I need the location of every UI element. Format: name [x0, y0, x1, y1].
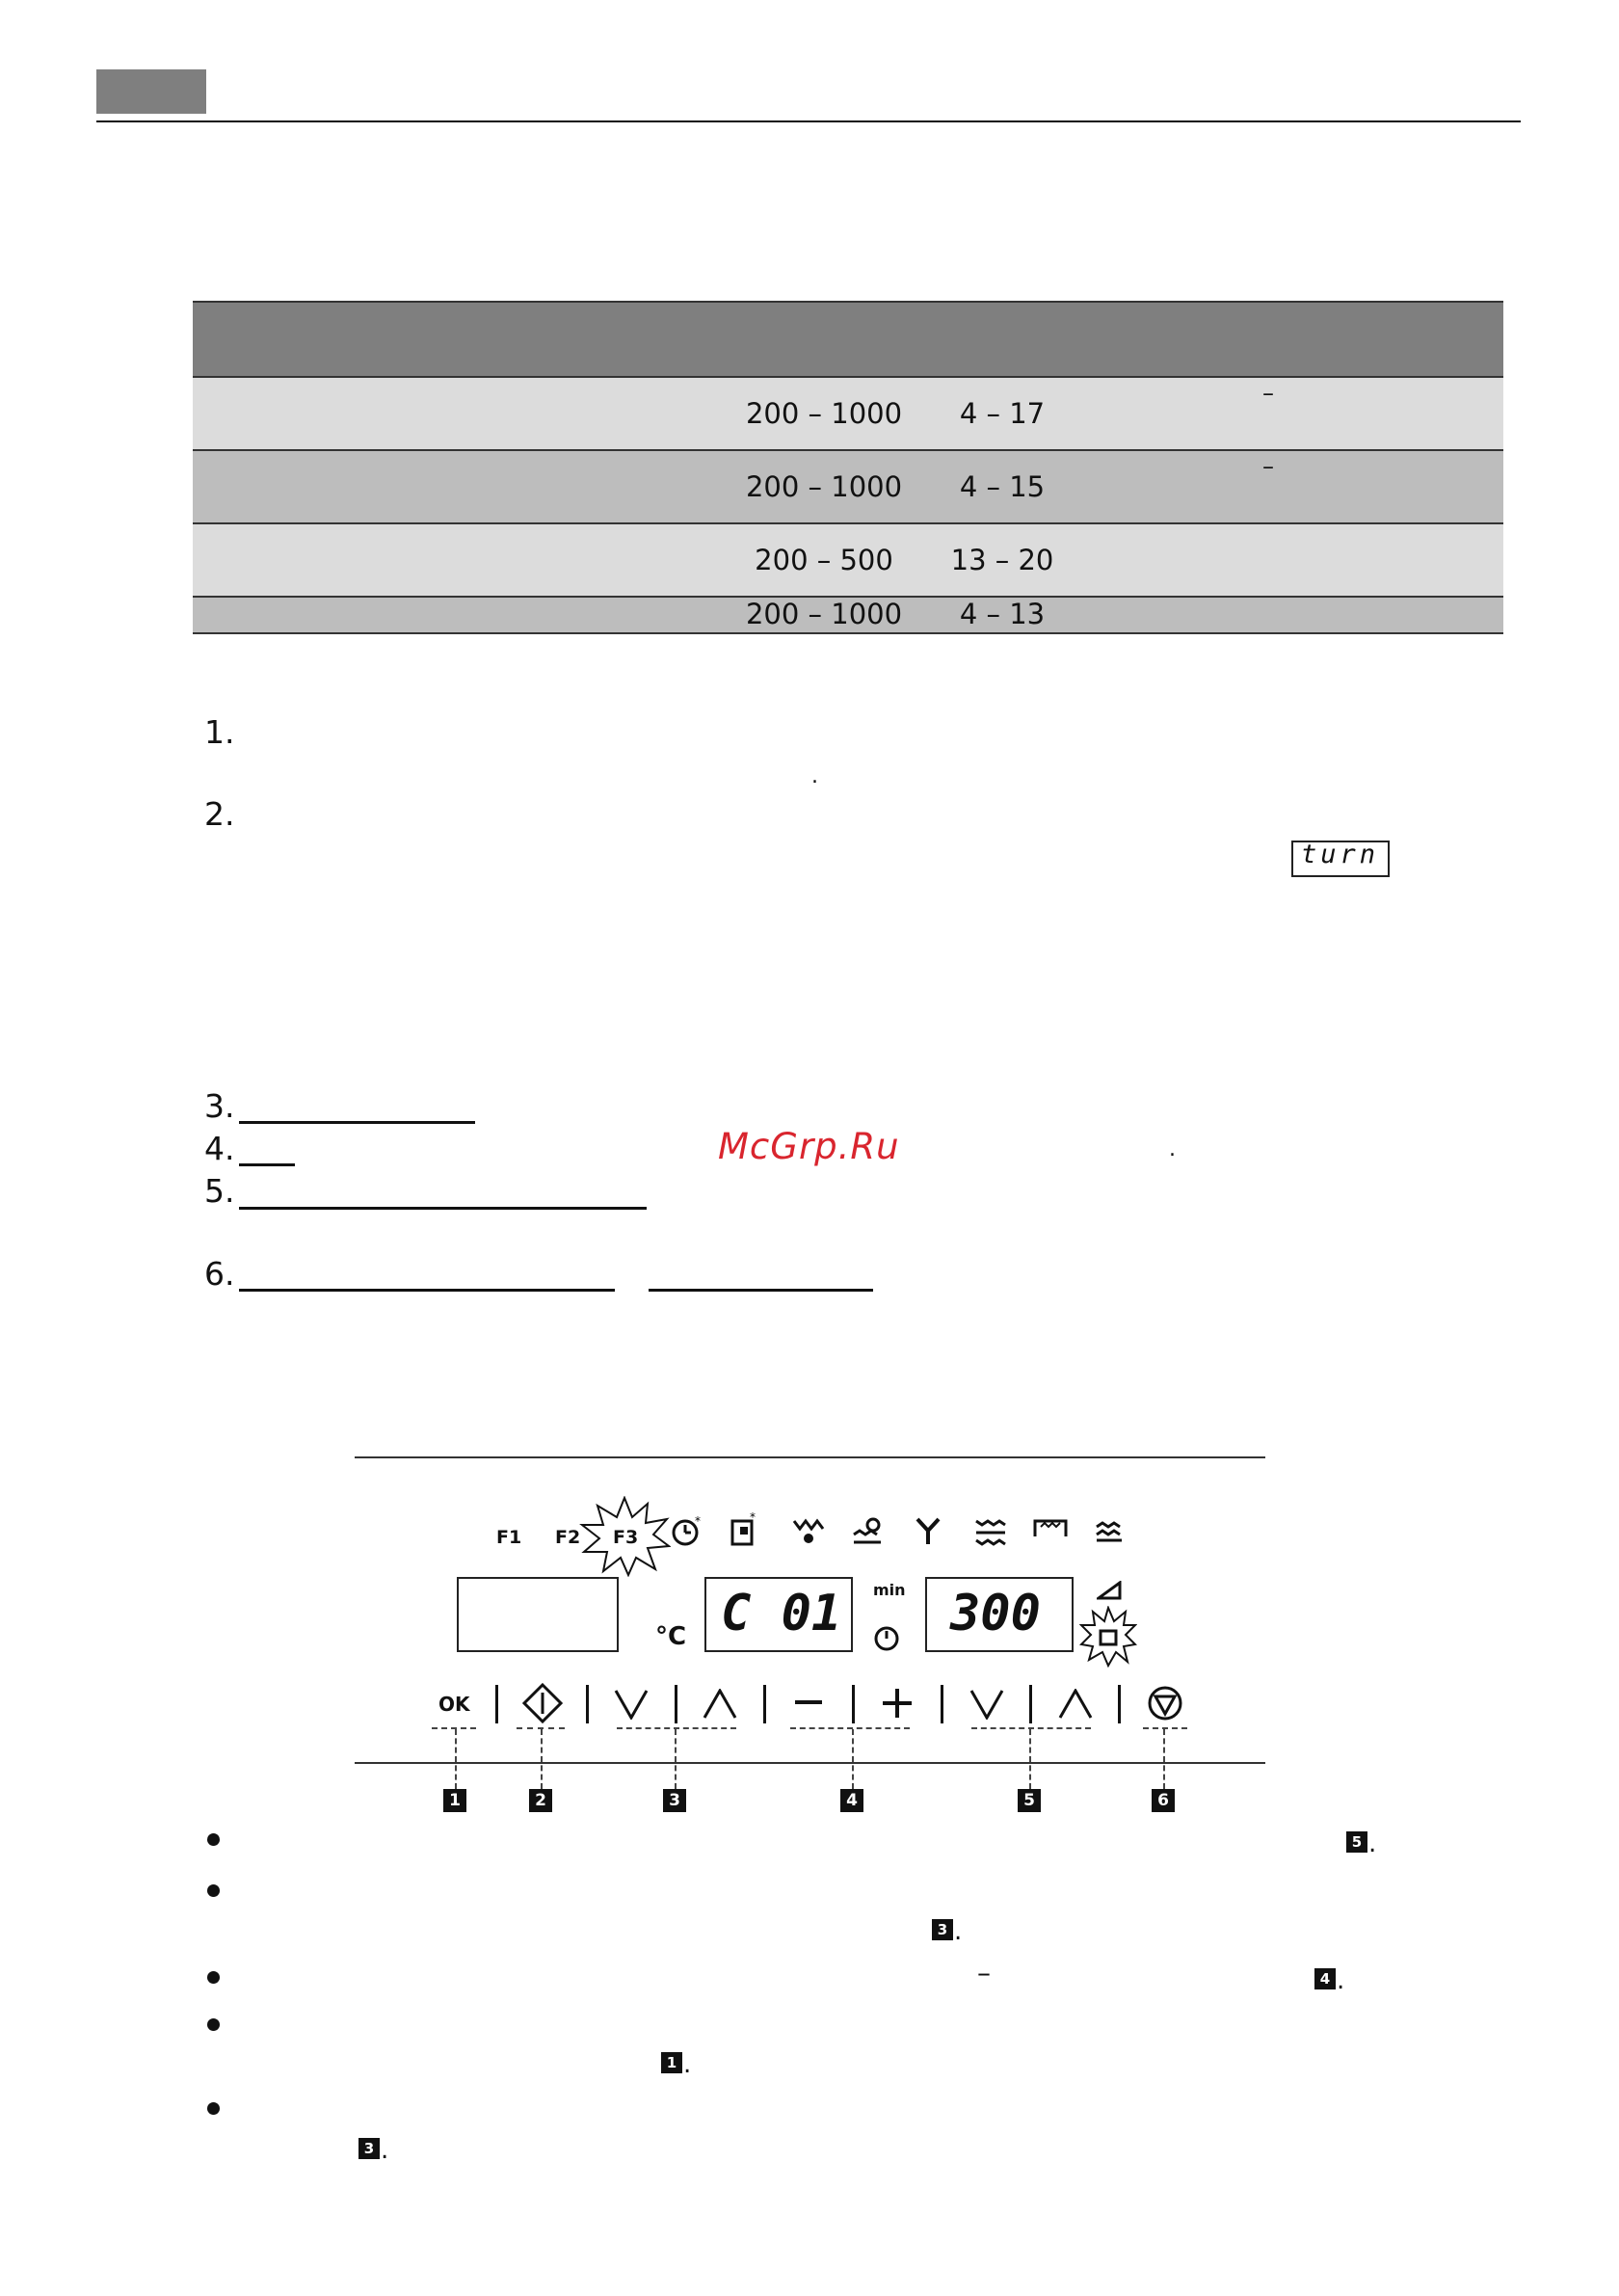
weight-indicator-icon — [1097, 1581, 1122, 1600]
callout-line — [455, 1729, 457, 1789]
callout-line — [541, 1729, 543, 1789]
bottom-heat-icon — [1095, 1521, 1124, 1544]
weight-cell: 200 – 500 — [755, 544, 893, 576]
svg-text:*: * — [695, 1514, 701, 1528]
callout-number-5: 5 — [1018, 1789, 1041, 1812]
blank-display — [457, 1577, 619, 1652]
weight-display-text: 300 — [950, 1585, 1041, 1642]
weight-down-button[interactable] — [969, 1689, 1004, 1720]
bullet-5-period: . — [381, 2136, 389, 2165]
callout-dash — [617, 1727, 736, 1729]
bullet-5-ref: 3 — [358, 2138, 380, 2159]
bullet-2-ref: 3 — [932, 1919, 953, 1940]
callout-number-4: 4 — [840, 1789, 863, 1812]
separator — [941, 1685, 943, 1723]
data-table — [193, 301, 1503, 634]
f2-label: F2 — [555, 1527, 581, 1548]
celsius-label: °C — [655, 1622, 687, 1651]
header-tab — [96, 69, 206, 114]
bullet-1-period: . — [1368, 1829, 1377, 1858]
bullet-1-ref: 5 — [1346, 1831, 1367, 1853]
step-2-number: 2. — [204, 795, 235, 833]
step-5-underline — [239, 1207, 647, 1210]
minus-button[interactable] — [793, 1698, 824, 1706]
pyro-icon — [727, 1509, 765, 1548]
table-row — [193, 522, 1503, 596]
callout-line — [1163, 1729, 1165, 1789]
step-5-number: 5. — [204, 1172, 235, 1210]
turn-display — [1291, 841, 1390, 877]
stop-button[interactable] — [1147, 1685, 1183, 1722]
step-4-period: . — [1169, 1137, 1176, 1161]
step-1-number: 1. — [204, 713, 235, 751]
table-row — [193, 596, 1503, 634]
panel-top-rule — [355, 1456, 1265, 1458]
time-cell: 4 – 13 — [959, 598, 1046, 630]
bullet-5 — [207, 2102, 220, 2115]
table-row — [193, 449, 1503, 522]
table-row — [193, 376, 1503, 449]
f1-label: F1 — [496, 1527, 522, 1548]
step-6-number: 6. — [204, 1255, 235, 1293]
min-label: min — [873, 1581, 906, 1599]
step-3-number: 3. — [204, 1087, 235, 1125]
bullet-2 — [207, 1884, 220, 1897]
fan-icon — [914, 1515, 942, 1546]
conventional-heat-icon — [974, 1517, 1007, 1546]
weight-up-button[interactable] — [1058, 1689, 1093, 1720]
plus-button[interactable] — [881, 1687, 914, 1720]
bottom-heat-fan-icon — [852, 1515, 887, 1546]
separator — [1118, 1685, 1121, 1723]
callout-dash — [1143, 1727, 1187, 1729]
callout-number-3: 3 — [663, 1789, 686, 1812]
clock-icon — [873, 1625, 900, 1652]
fan-grill-icon — [792, 1517, 825, 1548]
callout-line — [675, 1729, 677, 1789]
bullet-3-period: . — [1337, 1966, 1345, 1995]
separator — [675, 1685, 677, 1723]
bullet-1 — [207, 1833, 220, 1846]
bullet-2-period: . — [954, 1917, 963, 1946]
callout-dash — [790, 1727, 910, 1729]
callout-line — [1029, 1729, 1031, 1789]
program-up-button[interactable] — [703, 1689, 737, 1720]
bullet-3-ref: 4 — [1314, 1968, 1336, 1989]
door-lock-flash-icon — [1079, 1606, 1137, 1668]
callout-number-2: 2 — [529, 1789, 552, 1812]
callout-number-6: 6 — [1152, 1789, 1175, 1812]
bullet-4-ref: 1 — [661, 2052, 682, 2073]
time-cell: 4 – 15 — [959, 470, 1046, 503]
weight-cell: 200 – 1000 — [745, 470, 903, 503]
defrost-timer-icon — [670, 1513, 708, 1548]
extra-cell: – — [1262, 380, 1274, 407]
callout-dash — [432, 1727, 476, 1729]
bullet-4-period: . — [683, 2050, 692, 2079]
program-display-text: C 01 — [721, 1585, 842, 1642]
separator — [495, 1685, 498, 1723]
extra-cell: – — [1262, 453, 1274, 480]
bullet-3-dash: – — [977, 1957, 991, 1989]
bullet-4 — [207, 2018, 220, 2031]
watermark: McGrp.Ru — [718, 1126, 900, 1167]
step-4-underline — [239, 1163, 295, 1166]
separator — [1029, 1685, 1032, 1723]
step-6-underline-a — [239, 1289, 615, 1292]
f3-label: F3 — [613, 1527, 639, 1548]
separator — [763, 1685, 766, 1723]
callout-line — [852, 1729, 854, 1789]
step-6-underline-b — [649, 1289, 873, 1292]
callout-dash — [971, 1727, 1091, 1729]
time-cell: 13 – 20 — [950, 544, 1054, 576]
weight-cell: 200 – 1000 — [745, 598, 903, 630]
start-button[interactable] — [522, 1683, 563, 1723]
separator — [852, 1685, 855, 1723]
ok-button[interactable]: OK — [438, 1693, 470, 1716]
panel-bottom-rule — [355, 1762, 1265, 1764]
svg-text:*: * — [750, 1510, 756, 1524]
turn-display-text: turn — [1301, 840, 1380, 869]
step-1-period: . — [811, 764, 818, 788]
header-rule — [96, 120, 1521, 122]
time-cell: 4 – 17 — [959, 397, 1046, 430]
table-header — [193, 301, 1503, 376]
bullet-3 — [207, 1971, 220, 1984]
separator — [586, 1685, 589, 1723]
weight-cell: 200 – 1000 — [745, 397, 903, 430]
step-4-number: 4. — [204, 1130, 235, 1167]
callout-number-1: 1 — [443, 1789, 466, 1812]
step-3-underline — [239, 1121, 475, 1124]
program-down-button[interactable] — [614, 1689, 649, 1720]
top-heat-icon — [1033, 1517, 1068, 1540]
